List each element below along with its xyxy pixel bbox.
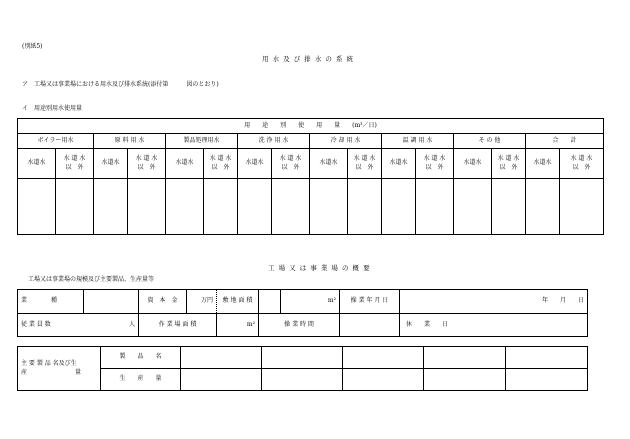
value-cell[interactable]	[238, 179, 272, 235]
sub-tap-water: 水道水	[526, 149, 560, 179]
water-usage-table	[17, 118, 604, 235]
category-raw-material: 原 料 用 水	[94, 134, 166, 149]
value-cell[interactable]	[56, 179, 94, 235]
site-area-field[interactable]	[259, 290, 281, 314]
product-name-label: 製 品 名	[101, 347, 181, 369]
value-cell[interactable]	[18, 179, 56, 235]
annex-label: (別紙5)	[22, 43, 43, 50]
facility-overview-row2	[17, 313, 588, 337]
work-area-label: 作 業 場 面 積	[139, 314, 217, 337]
value-cell[interactable]	[348, 179, 382, 235]
item-a-text: ア 工場又は事業場における用水及び排水系統(添付第 図のとおり)	[22, 81, 219, 88]
product-name-cell[interactable]	[181, 347, 262, 369]
employees-unit: 人	[84, 314, 139, 337]
value-cell[interactable]	[166, 179, 204, 235]
value-cell[interactable]	[382, 179, 416, 235]
sub-tap-water: 水道水	[310, 149, 348, 179]
production-volume-label: 生 産 量	[101, 369, 181, 391]
operating-hours-field[interactable]	[340, 314, 400, 337]
production-volume-cell[interactable]	[424, 369, 506, 391]
sub-tap-water: 水道水	[454, 149, 492, 179]
operating-hours-label: 操 業 時 間	[259, 314, 340, 337]
sub-tap-water: 水道水	[238, 149, 272, 179]
sub-non-tap-water: 水 道 水 以 外	[204, 149, 238, 179]
start-date-field[interactable]	[400, 290, 455, 314]
section2-title: 工 場 又 は 事 業 場 の 概 要	[268, 264, 371, 272]
value-cell[interactable]	[94, 179, 128, 235]
item-i-text: イ 用途別用水使用量	[22, 105, 83, 112]
sub-non-tap-water: 水 道 水 以 外	[560, 149, 604, 179]
production-volume-cell[interactable]	[181, 369, 262, 391]
production-volume-cell[interactable]	[506, 369, 588, 391]
category-boiler: ボイラー用水	[18, 134, 94, 149]
main-products-table	[17, 346, 588, 391]
holidays-label: 休 業 日	[400, 314, 588, 337]
work-area-unit: m²	[217, 314, 259, 337]
category-total: 合 計	[526, 134, 604, 149]
value-cell[interactable]	[526, 179, 560, 235]
capital-label: 資 本 金	[139, 290, 187, 314]
start-date-units: 年 月 日	[455, 290, 588, 314]
product-name-cell[interactable]	[424, 347, 506, 369]
employees-label: 従 業 員 数	[18, 314, 84, 337]
product-name-cell[interactable]	[506, 347, 588, 369]
value-cell[interactable]	[560, 179, 604, 235]
value-cell[interactable]	[454, 179, 492, 235]
usage-header: 用 途 別 使 用 量 (m³／日)	[18, 119, 604, 134]
sub-non-tap-water: 水 道 水 以 外	[416, 149, 454, 179]
site-area-unit: m²	[281, 290, 340, 314]
site-area-label: 敷 地 面 積	[217, 290, 259, 314]
sub-tap-water: 水道水	[94, 149, 128, 179]
sub-tap-water: 水道水	[18, 149, 56, 179]
sub-non-tap-water: 水 道 水 以 外	[272, 149, 310, 179]
sub-non-tap-water: 水 道 水 以 外	[492, 149, 526, 179]
production-volume-cell[interactable]	[262, 369, 343, 391]
production-volume-cell[interactable]	[343, 369, 424, 391]
product-name-cell[interactable]	[343, 347, 424, 369]
sub-non-tap-water: 水 道 水 以 外	[348, 149, 382, 179]
category-other: そ の 他	[454, 134, 526, 149]
value-cell[interactable]	[310, 179, 348, 235]
facility-overview-table	[17, 289, 588, 314]
sub-tap-water: 水道水	[166, 149, 204, 179]
value-cell[interactable]	[272, 179, 310, 235]
business-type-field[interactable]	[84, 290, 139, 314]
capital-unit: 万円	[187, 290, 217, 314]
section2-subtitle: 工場又は事業場の規模及び主要製品、生産量等	[28, 276, 155, 283]
sub-tap-water: 水道水	[382, 149, 416, 179]
product-name-cell[interactable]	[262, 347, 343, 369]
sub-non-tap-water: 水 道 水 以 外	[56, 149, 94, 179]
category-washing: 洗 浄 用 水	[238, 134, 310, 149]
main-products-label: 主 要 製 品 名及び生 産 量	[18, 347, 101, 391]
business-type-label: 業 種	[18, 290, 84, 314]
value-cell[interactable]	[204, 179, 238, 235]
section1-title: 用 水 及 び 排 水 の 系 統	[262, 55, 355, 63]
category-temperature: 温 調 用 水	[382, 134, 454, 149]
value-cell[interactable]	[416, 179, 454, 235]
category-cooling: 冷 却 用 水	[310, 134, 382, 149]
category-product-processing: 製品処理用水	[166, 134, 238, 149]
value-cell[interactable]	[492, 179, 526, 235]
value-cell[interactable]	[128, 179, 166, 235]
sub-non-tap-water: 水 道 水 以 外	[128, 149, 166, 179]
start-date-label: 操 業 年 月 日	[340, 290, 400, 314]
